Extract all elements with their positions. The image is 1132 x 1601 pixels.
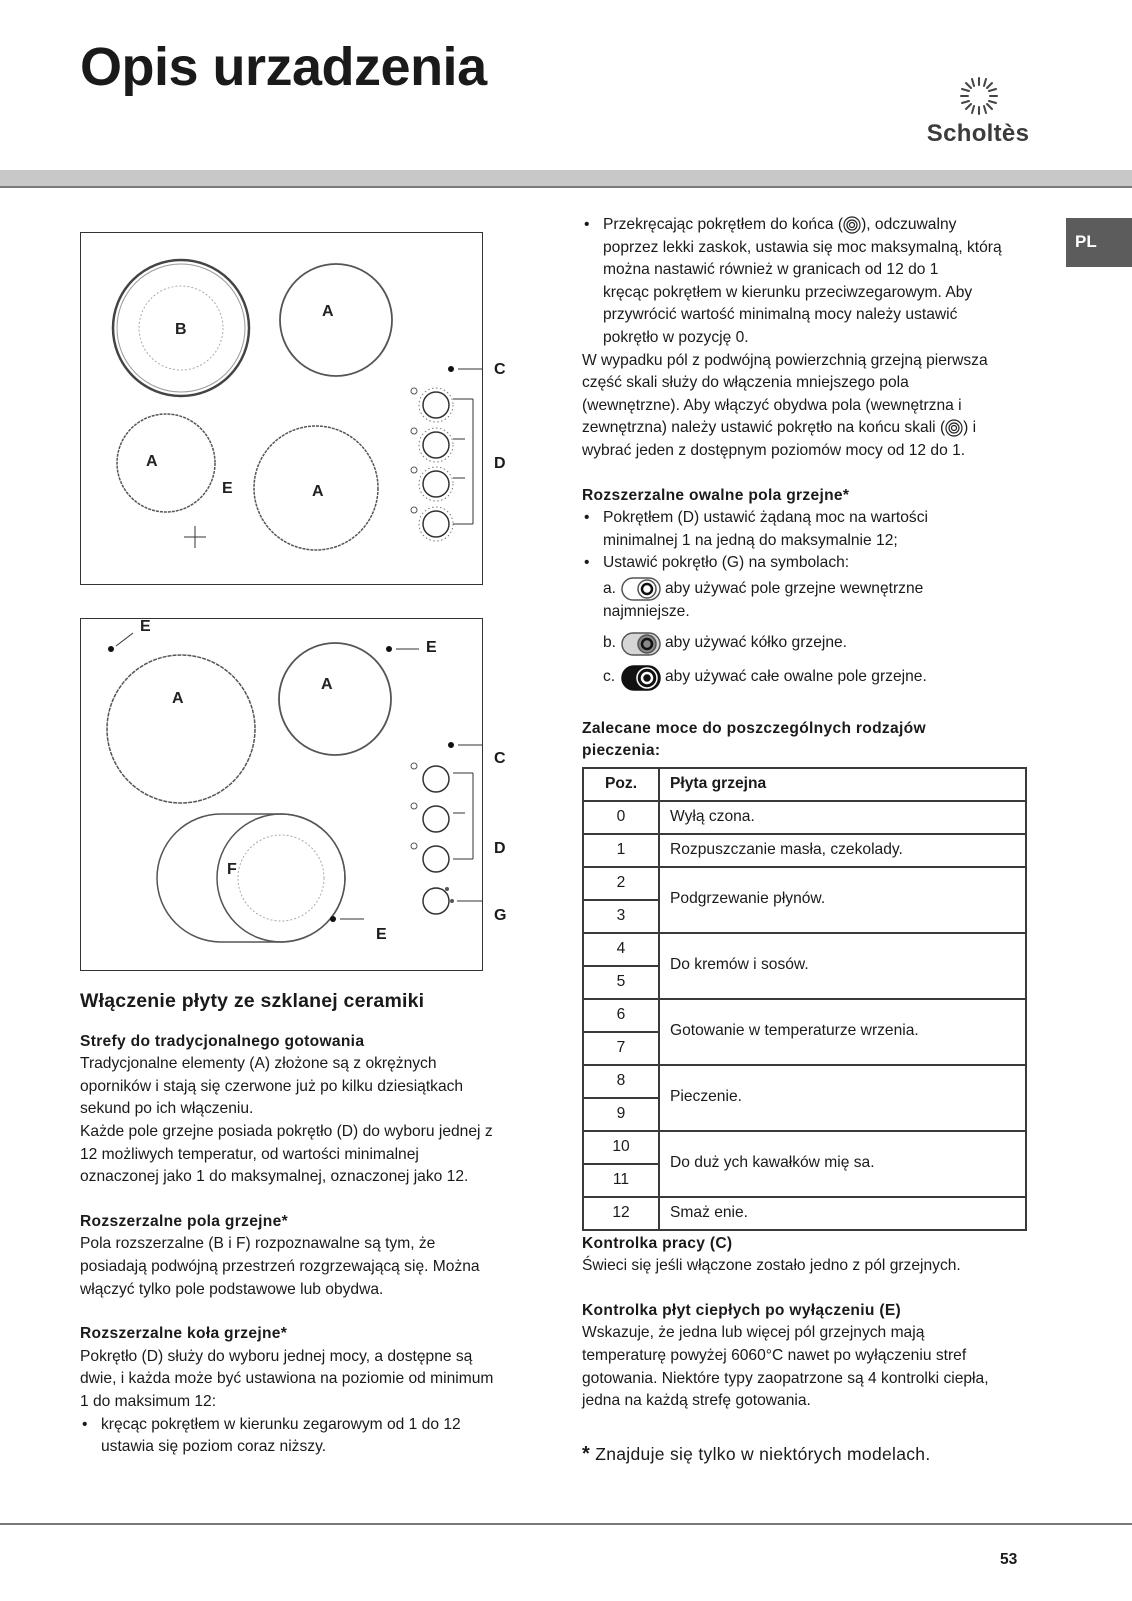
power-settings-table — [582, 767, 1027, 1231]
double-ring-icon — [843, 216, 861, 234]
header-rule — [0, 186, 1132, 188]
expandable-zones-title: Rozszerzalne pola grzejne* — [80, 1212, 288, 1230]
label-c-diagram2: C — [494, 750, 506, 767]
label-c-diagram1: C — [494, 361, 506, 378]
traditional-zones-title: Strefy do tradycjonalnego gotowania — [80, 1032, 365, 1050]
footnote — [582, 1443, 1032, 1466]
operation-lamp-title: Kontrolka pracy (C) — [582, 1234, 733, 1252]
table-cell-position: 5 — [583, 966, 659, 999]
option-text: aby używać całe owalne pole grzejne. — [665, 668, 927, 686]
expandable-zones-text — [80, 1233, 535, 1301]
option-text: aby używać pole grzejne wewnętrzne — [665, 579, 924, 597]
text-line: oznaczonej jako 1 do maksymalnej, oznaczonej jako 12. — [80, 1168, 469, 1186]
text-line: dwie, i każda może być ustawiona na poziomie od minimum — [80, 1370, 494, 1388]
knob-1 — [423, 392, 449, 418]
table-cell-description: Rozpuszczanie masła, czekolady. — [659, 834, 1026, 867]
text-line: można nastawić również w granicach od 12 do 1 — [603, 261, 939, 279]
text-line: Pokrętło (D) służy do wyboru jednej mocy, a dostępne są — [80, 1347, 473, 1365]
text-line: pokrętło w pozycję 0. — [603, 328, 749, 346]
label-e-top-right: E — [426, 639, 437, 656]
text-line: minimalnej 1 na jedną do maksymalnie 12; — [603, 531, 898, 549]
option-label: a. — [603, 579, 617, 597]
text-line: temperaturę powyżej 6060°C nawet po wyłączeniu stref — [582, 1347, 967, 1365]
table-row — [583, 1131, 1026, 1164]
label-a-center: A — [312, 483, 324, 500]
hob-diagram-oval — [80, 618, 483, 971]
knob-2 — [423, 432, 449, 458]
zone-a-large — [107, 655, 255, 803]
hob-diagram-oval-drawing — [81, 619, 482, 970]
text-line: • Przekręcając pokrętłem do końca ( ), odczuwalny — [603, 216, 957, 233]
table-cell-position: 1 — [583, 834, 659, 867]
indicator-e1-dot — [108, 646, 114, 652]
text-line: • Pokrętłem (D) ustawić żądaną moc na wartości — [603, 509, 928, 527]
text-line: poprzez lekki zaskok, ustawia się moc maksymalną, którą — [603, 238, 1002, 256]
table-cell-description: Smaż enie. — [659, 1197, 1026, 1230]
bullet-item: • Ustawić pokrętło (G) na symbolach: — [582, 552, 1032, 575]
zone-f-circle — [217, 814, 345, 942]
table-row — [583, 999, 1026, 1032]
label-a-top-right: A — [321, 676, 333, 693]
text-line: posiadają podwójną przestrzeń rozgrzewającą się. Można — [80, 1257, 480, 1275]
oval-zones-title: Rozszerzalne owalne pola grzejne* — [582, 486, 850, 504]
max-power-bullet — [582, 214, 1032, 350]
circle-zone-symbol-icon — [621, 632, 661, 656]
hob-diagram-round — [80, 232, 483, 585]
label-a-top: A — [322, 303, 334, 320]
oval-zones-bullets — [582, 507, 1032, 575]
zone-a-top-right — [279, 643, 391, 755]
indicator-e2-dot — [386, 646, 392, 652]
text-line: wybrać jeden z dostępnym poziomów mocy od 12 do 1. — [582, 441, 966, 459]
text-line: Każde pole grzejne posiada pokrętło (D) do wyboru jednej z — [80, 1122, 493, 1140]
table-cell-position: 10 — [583, 1131, 659, 1164]
table-row — [583, 1197, 1026, 1230]
right-column — [582, 214, 1032, 1465]
text-line: (wewnętrzne). Aby włączyć obydwa pola (wewnętrzna i — [582, 396, 962, 414]
indicator-c-dot — [448, 742, 454, 748]
table-cell-position: 2 — [583, 867, 659, 900]
label-d-diagram1: D — [494, 455, 506, 472]
bullet-item — [80, 1414, 535, 1459]
knob-4 — [423, 511, 449, 537]
dual-zone-text — [582, 350, 1032, 463]
page-number: 53 — [1000, 1551, 1018, 1568]
label-a-large: A — [172, 690, 184, 707]
table-cell-description: Wyłą czona. — [659, 801, 1026, 834]
table-cell-position: 7 — [583, 1032, 659, 1065]
indicator-c-dot — [448, 366, 454, 372]
label-a-left: A — [146, 453, 158, 470]
residual-heat-title: Kontrolka płyt ciepłych po wyłączeniu (E) — [582, 1301, 902, 1319]
text-line: Pola rozszerzalne (B i F) rozpoznawalne są tym, że — [80, 1235, 436, 1253]
option-c-row — [582, 664, 1032, 692]
text-line: 12 możliwych temperatur, od wartości minimalnej — [80, 1145, 419, 1163]
bullet-item — [582, 214, 1032, 350]
indicator-e1-leader — [116, 633, 133, 646]
table-cell-position: 12 — [583, 1197, 659, 1230]
label-d-diagram2: D — [494, 840, 506, 857]
option-label: c. — [603, 668, 616, 686]
table-cell-description: Do duż ych kawałków mię sa. — [659, 1131, 1026, 1197]
label-f: F — [227, 861, 237, 878]
table-cell-position: 11 — [583, 1164, 659, 1197]
full-oval-symbol-icon — [621, 664, 661, 692]
knob-bracket-d — [453, 399, 473, 524]
option-label: b. — [603, 634, 617, 652]
brand-name: Scholtès — [926, 120, 1030, 147]
left-column — [80, 990, 535, 1459]
text-line: • kręcąc pokrętłem w kierunku zegarowym od 1 do 12 — [101, 1415, 461, 1433]
residual-heat-lamp-e — [184, 526, 206, 548]
table-header-position: Poz. — [583, 768, 659, 801]
label-e-top-left: E — [140, 619, 151, 635]
sunburst-icon — [959, 76, 999, 116]
table-cell-description: Do kremów i sosów. — [659, 933, 1026, 999]
bullet-item — [582, 507, 1032, 552]
text-line: W wypadku pól z podwójną powierzchnią grzejną pierwsza — [582, 351, 988, 369]
label-b: B — [175, 321, 187, 338]
page-title: Opis urzadzenia — [80, 37, 487, 97]
indicator-e3-dot — [330, 916, 336, 922]
table-row — [583, 1065, 1026, 1098]
expandable-circles-title: Rozszerzalne koła grzejne* — [80, 1325, 288, 1343]
text-line: przywrócić wartość minimalną mocy należy ustawić — [603, 306, 958, 324]
knob-bracket-d — [453, 773, 473, 859]
table-cell-position: 9 — [583, 1098, 659, 1131]
text-line: sekund po ich włączeniu. — [80, 1100, 254, 1118]
option-b-row — [582, 632, 1032, 656]
hob-diagram-round-drawing — [81, 233, 482, 584]
table-cell-position: 4 — [583, 933, 659, 966]
table-header-row — [583, 768, 1026, 801]
section-heading: Włączenie płyty ze szklanej ceramiki — [80, 990, 425, 1012]
knob-2 — [423, 806, 449, 832]
table-cell-description: Pieczenie. — [659, 1065, 1026, 1131]
zone-f-inner — [238, 835, 324, 921]
text-line: jedna na każdą strefę gotowania. — [582, 1392, 811, 1410]
traditional-zones-text — [80, 1053, 535, 1189]
table-header-plate: Płyta grzejna — [659, 768, 1026, 801]
text-line: gotowania. Niektóre typy zaopatrzone są 4 kontrolki ciepła, — [582, 1369, 989, 1387]
language-tab: PL — [1066, 218, 1132, 267]
text-line: oporników i stają się czerwone już po kilku dziesiątkach — [80, 1077, 464, 1095]
table-cell-description: Gotowanie w temperaturze wrzenia. — [659, 999, 1026, 1065]
table-cell-position: 6 — [583, 999, 659, 1032]
footnote-star: * — [582, 1442, 591, 1465]
zone-f-oval — [157, 814, 345, 942]
table-row — [583, 834, 1026, 867]
text-line: ustawia się poziom coraz niższy. — [101, 1438, 327, 1456]
text-line: część skali służy do włączenia mniejszego pola — [582, 374, 909, 392]
knob-3 — [423, 846, 449, 872]
inner-zone-symbol-icon — [621, 577, 661, 601]
text-line: włączyć tylko pole podstawowe lub obydwa. — [80, 1280, 384, 1298]
option-a-continuation: najmniejsze. — [603, 602, 690, 620]
knob-3 — [423, 471, 449, 497]
option-a-row — [582, 577, 1032, 601]
table-cell-position: 3 — [583, 900, 659, 933]
table-row — [583, 801, 1026, 834]
zone-a-bottom-left — [117, 414, 215, 512]
label-g-diagram2: G — [494, 907, 507, 924]
recommended-title: Zalecane moce do poszczególnych rodzajów pieczenia: — [582, 719, 926, 760]
text-line: Tradycjonalne elementy (A) złożone są z okrężnych — [80, 1055, 437, 1073]
label-e: E — [222, 480, 233, 497]
text-line: Wskazuje, że jedna lub więcej pól grzejnych mają — [582, 1324, 925, 1342]
header-band — [0, 170, 1132, 186]
footnote-text: Znajduje się tylko w niektórych modelach. — [590, 1443, 931, 1464]
table-row — [583, 933, 1026, 966]
zone-a-top-right — [280, 264, 392, 376]
table-row — [583, 867, 1026, 900]
text-line: zewnętrzna) należy ustawić pokrętło na końcu skali ( ) i — [582, 419, 977, 437]
footer-rule — [0, 1523, 1132, 1525]
residual-heat-text — [582, 1322, 1032, 1412]
knob-1 — [423, 766, 449, 792]
expandable-circles-text — [80, 1346, 535, 1414]
brand-logo — [925, 76, 1045, 156]
table-cell-description: Podgrzewanie płynów. — [659, 867, 1026, 933]
operation-lamp-text: Świeci się jeśli włączone zostało jedno z pól grzejnych. — [582, 1257, 961, 1275]
knob-g — [423, 888, 449, 914]
text-line: 1 do maksimum 12: — [80, 1392, 217, 1410]
control-knobs — [411, 388, 453, 541]
control-knobs — [411, 763, 454, 914]
table-cell-position: 0 — [583, 801, 659, 834]
expandable-circles-bullets — [80, 1414, 535, 1459]
text-line: kręcąc pokrętłem w kierunku przeciwzegarowym. Aby — [603, 283, 973, 301]
double-ring-icon — [945, 419, 963, 437]
option-text: aby używać kółko grzejne. — [665, 634, 848, 652]
table-cell-position: 8 — [583, 1065, 659, 1098]
label-e-bottom: E — [376, 926, 387, 943]
